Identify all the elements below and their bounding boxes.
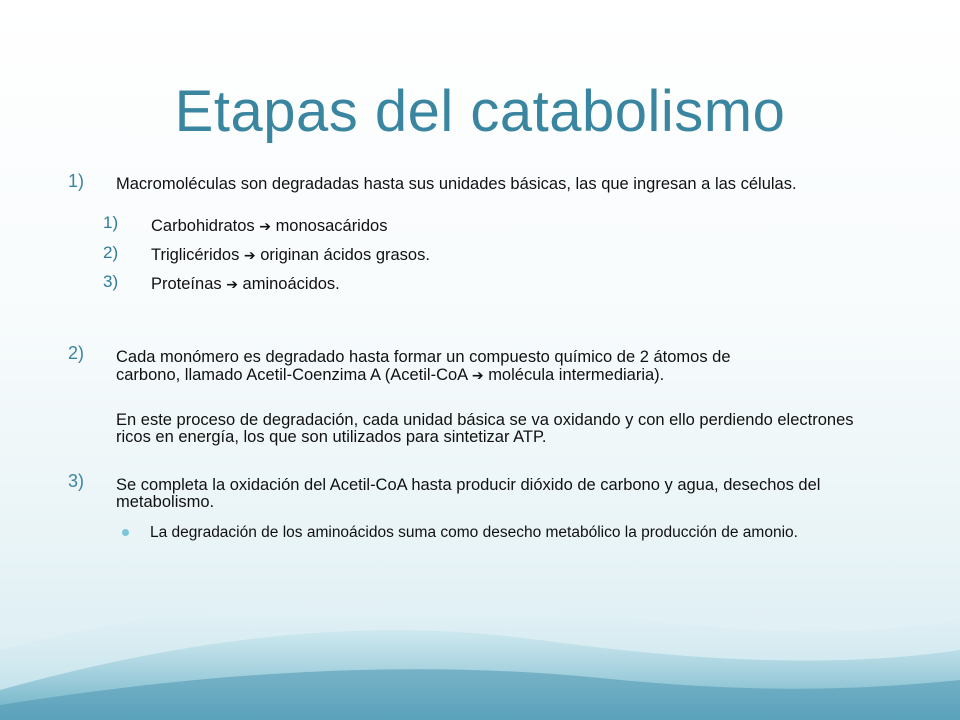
sub-item-after: originan ácidos grasos. bbox=[260, 246, 430, 264]
item-text-line1: Cada monómero es degradado hasta formar un compuesto químico de 2 átomos de bbox=[116, 348, 731, 366]
arrow-right-icon: ➔ bbox=[226, 277, 238, 293]
arrow-right-icon: ➔ bbox=[243, 248, 256, 264]
item-text: Macromoléculas son degradadas hasta sus unidades básicas, las que ingresan a las células. bbox=[116, 175, 797, 193]
bullet-dot-icon bbox=[122, 529, 129, 536]
item-number: 2) bbox=[68, 343, 85, 363]
item-paragraph: En este proceso de degradación, cada unidad básica se va oxidando y con ello perdiendo electrones ricos en energía, los que son utilizados para sintetizar ATP. bbox=[116, 411, 854, 446]
sub-item-text bbox=[151, 247, 430, 265]
item-text-before: carbono, llamado Acetil-Coenzima A (Acetil-CoA bbox=[116, 366, 468, 384]
item-text-line2 bbox=[116, 367, 664, 385]
item-text-after: molécula intermediaria). bbox=[488, 366, 665, 384]
sub-item-before: Triglicéridos bbox=[151, 246, 240, 264]
sub-item-text bbox=[151, 218, 387, 236]
sub-item-before: Proteínas bbox=[151, 275, 222, 293]
item-text: Se completa la oxidación del Acetil-CoA hasta producir dióxido de carbono y agua, desechos del metabolismo. bbox=[116, 476, 821, 511]
arrow-right-icon: ➔ bbox=[471, 368, 484, 384]
sub-item-after: monosacáridos bbox=[275, 217, 388, 235]
sub-item-text bbox=[151, 276, 340, 294]
sub-item-number: 2) bbox=[103, 243, 119, 262]
item-number: 3) bbox=[68, 471, 85, 491]
slide-title: Etapas del catabolismo bbox=[174, 79, 786, 144]
sub-item-before: Carbohidratos bbox=[151, 217, 255, 235]
arrow-right-icon: ➔ bbox=[259, 219, 271, 235]
sub-item-number: 1) bbox=[103, 213, 119, 232]
sub-item-number: 3) bbox=[103, 272, 119, 291]
bullet-text: La degradación de los aminoácidos suma como desecho metabólico la producción de amonio. bbox=[150, 524, 798, 541]
item-number: 1) bbox=[68, 171, 85, 191]
sub-item-after: aminoácidos. bbox=[242, 275, 340, 293]
